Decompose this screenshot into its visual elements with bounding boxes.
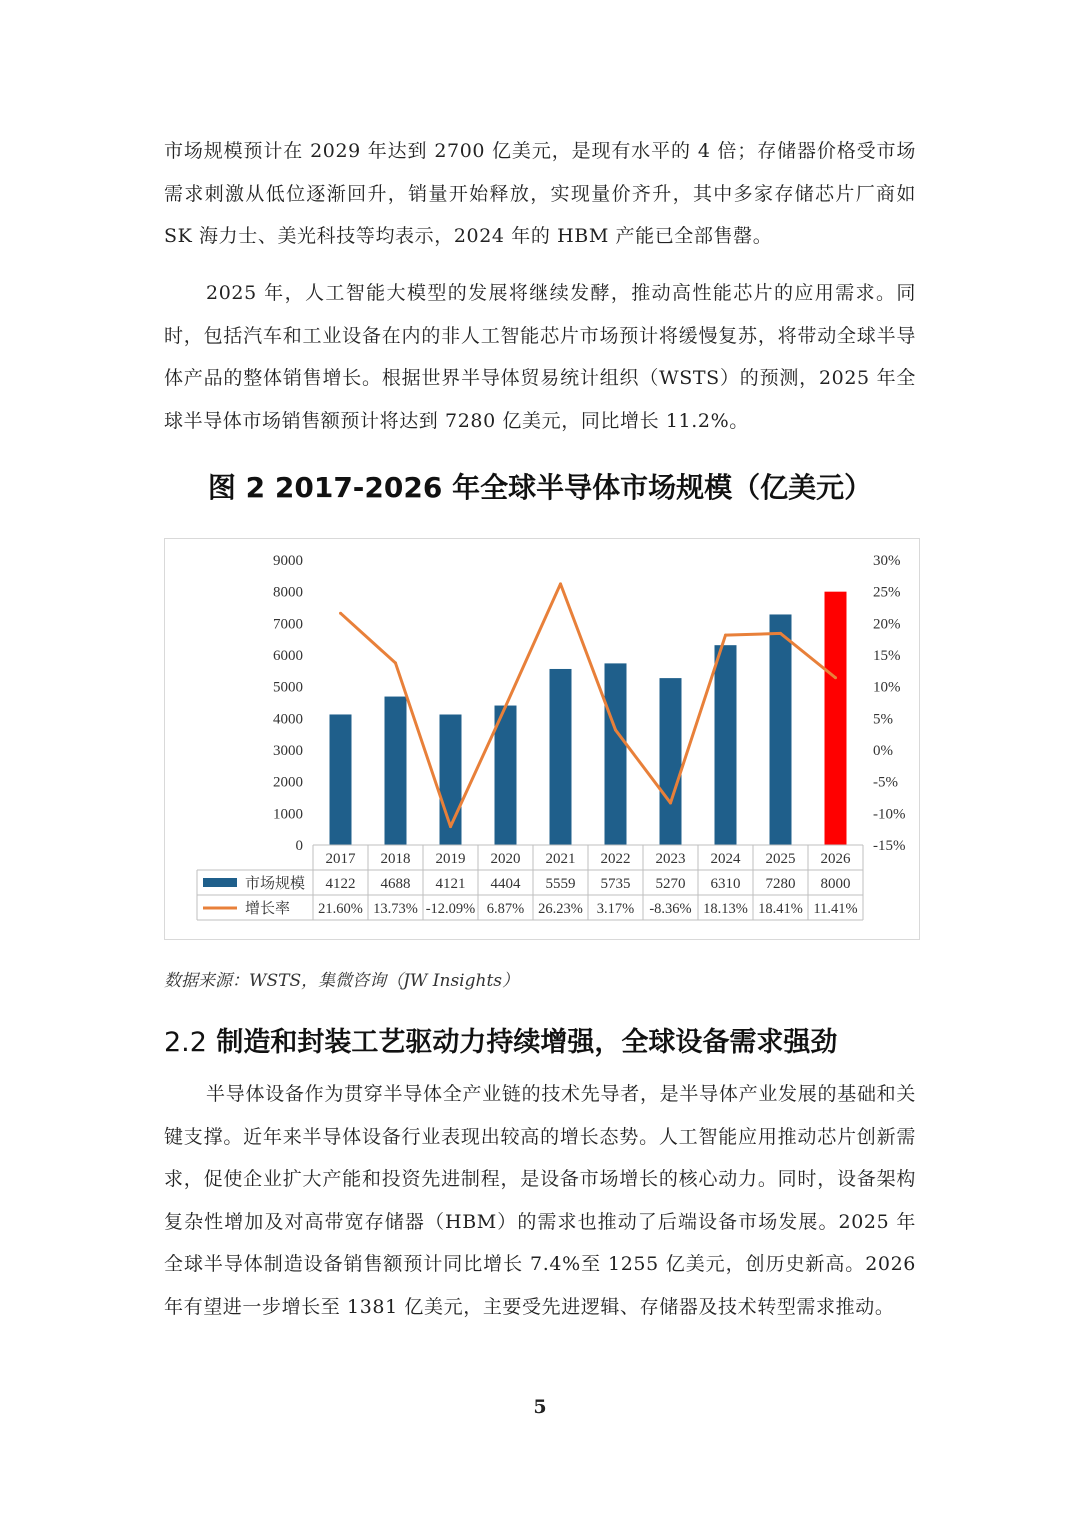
legend-label-market-size: 市场规模 xyxy=(245,876,306,892)
point-growth-rate xyxy=(504,705,507,708)
y-left-tick-label: 3000 xyxy=(273,743,303,759)
category-label: 2020 xyxy=(490,851,521,867)
table-value-market-size: 4404 xyxy=(490,876,521,892)
intro-paragraph: 市场规模预计在 2029 年达到 2700 亿美元，是现有水平的 4 倍；存储器价格受市场需求刺激从低位逐渐回升，销量开始释放，实现量价齐升，其中多家存储芯片厂商如 SK 海力士、美光科技等均表示，2024 年的 HBM 产能已全部售罄。 xyxy=(164,140,916,247)
bar-market-size xyxy=(770,614,792,845)
y-right-tick-label: 0% xyxy=(873,743,893,759)
section-number: 2.2 xyxy=(164,1027,207,1058)
chart-canvas xyxy=(165,539,921,941)
y-right-tick-label: 30% xyxy=(873,553,901,569)
data-source: 数据来源：WSTS，集微咨询（JW Insights） xyxy=(164,971,520,991)
table-value-market-size: 7280 xyxy=(765,876,796,892)
y-left-tick-label: 1000 xyxy=(273,806,303,823)
table-value-market-size: 4122 xyxy=(325,876,356,892)
table-value-growth-rate: 21.60% xyxy=(318,901,363,917)
table-value-growth-rate: 3.17% xyxy=(596,901,635,917)
category-label: 2024 xyxy=(710,851,741,867)
bar-market-size xyxy=(550,669,572,845)
y-left-tick-label: 7000 xyxy=(273,616,303,633)
bar-market-size xyxy=(825,592,847,845)
bar-market-size xyxy=(715,645,737,845)
line-growth-rate xyxy=(341,584,836,827)
table-value-market-size: 4121 xyxy=(435,876,466,892)
table-value-market-size: 4688 xyxy=(380,876,411,892)
point-growth-rate xyxy=(394,662,397,665)
table-value-growth-rate: -12.09% xyxy=(425,901,476,917)
bar-market-size xyxy=(605,663,627,845)
bar-market-size xyxy=(660,678,682,845)
page-number: 5 xyxy=(533,1396,547,1418)
point-growth-rate xyxy=(834,676,837,679)
category-label: 2022 xyxy=(600,851,631,867)
point-growth-rate xyxy=(339,612,342,615)
point-growth-rate xyxy=(724,634,727,637)
category-label: 2019 xyxy=(435,851,466,867)
bar-market-size xyxy=(330,714,352,845)
section-title: 制造和封装工艺驱动力持续增强，全球设备需求强劲 xyxy=(216,1027,838,1058)
y-right-tick-label: 20% xyxy=(873,616,901,633)
figure-title: 图 2 2017-2026 年全球半导体市场规模（亿美元） xyxy=(207,471,873,504)
bar-market-size xyxy=(385,697,407,845)
category-label: 2023 xyxy=(655,851,686,867)
section-heading xyxy=(164,1020,837,1059)
y-right-tick-label: 10% xyxy=(873,679,901,696)
y-right-tick-label: 25% xyxy=(873,584,901,601)
y-left-tick-label: 0 xyxy=(295,838,303,854)
point-growth-rate xyxy=(449,825,452,828)
category-label: 2021 xyxy=(545,851,576,867)
table-value-growth-rate: 18.13% xyxy=(703,901,748,917)
category-label: 2018 xyxy=(380,851,411,867)
y-right-tick-label: 5% xyxy=(873,711,893,728)
market-size-chart xyxy=(164,538,920,940)
table-value-market-size: 5735 xyxy=(600,876,631,892)
legend-label-growth-rate: 增长率 xyxy=(245,901,291,917)
y-right-tick-label: 15% xyxy=(873,648,901,664)
forecast-paragraph: 2025 年，人工智能大模型的发展将继续发酵，推动高性能芯片的应用需求。同时，包括汽车和工业设备在内的非人工智能芯片市场预计将缓慢复苏，将带动全球半导体产品的整体销售增长。根据世界半导体贸易统计组织（WSTS）的预测，2025 年全球半导体市场销售额预计将达到 7280 亿美元，同比增长 11.2%。 xyxy=(164,282,916,432)
table-value-market-size: 5559 xyxy=(545,876,576,892)
table-value-growth-rate: 6.87% xyxy=(486,901,525,917)
y-left-tick-label: 2000 xyxy=(273,774,303,791)
y-left-tick-label: 5000 xyxy=(273,679,303,696)
y-right-tick-label: -5% xyxy=(873,774,898,791)
category-label: 2025 xyxy=(765,851,796,867)
table-value-growth-rate: 18.41% xyxy=(758,901,803,917)
table-value-growth-rate: 26.23% xyxy=(538,901,583,917)
point-growth-rate xyxy=(614,728,617,731)
table-value-market-size: 8000 xyxy=(820,876,851,892)
point-growth-rate xyxy=(559,582,562,585)
table-value-market-size: 5270 xyxy=(655,876,686,892)
y-left-tick-label: 4000 xyxy=(273,711,303,728)
table-value-market-size: 6310 xyxy=(710,876,741,892)
table-value-growth-rate: -8.36% xyxy=(649,901,692,917)
table-value-growth-rate: 11.41% xyxy=(813,901,858,917)
table-value-growth-rate: 13.73% xyxy=(373,901,418,917)
equipment-paragraph: 半导体设备作为贯穿半导体全产业链的技术先导者，是半导体产业发展的基础和关键支撑。近年来半导体设备行业表现出较高的增长态势。人工智能应用推动芯片创新需求，促使企业扩大产能和投资先进制程，是设备市场增长的核心动力。同时，设备架构复杂性增加及对高带宽存储器（HBM）的需求也推动了后端设备市场发展。2025 年全球半导体制造设备销售额预计同比增长 7.4%至 1255 亿美元，创历史新高。2026 年有望进一步增长至 1381 亿美元，主要受先进逻辑、存储器及技术转型需求推动。 xyxy=(164,1083,916,1318)
point-growth-rate xyxy=(779,632,782,635)
y-left-tick-label: 6000 xyxy=(273,648,303,664)
y-right-tick-label: -15% xyxy=(873,838,906,854)
y-right-tick-label: -10% xyxy=(873,806,906,823)
legend-key-market-size xyxy=(203,878,237,887)
point-growth-rate xyxy=(669,801,672,804)
y-left-tick-label: 9000 xyxy=(273,553,303,569)
category-label: 2017 xyxy=(325,851,356,867)
category-label: 2026 xyxy=(820,851,851,867)
y-left-tick-label: 8000 xyxy=(273,584,303,601)
